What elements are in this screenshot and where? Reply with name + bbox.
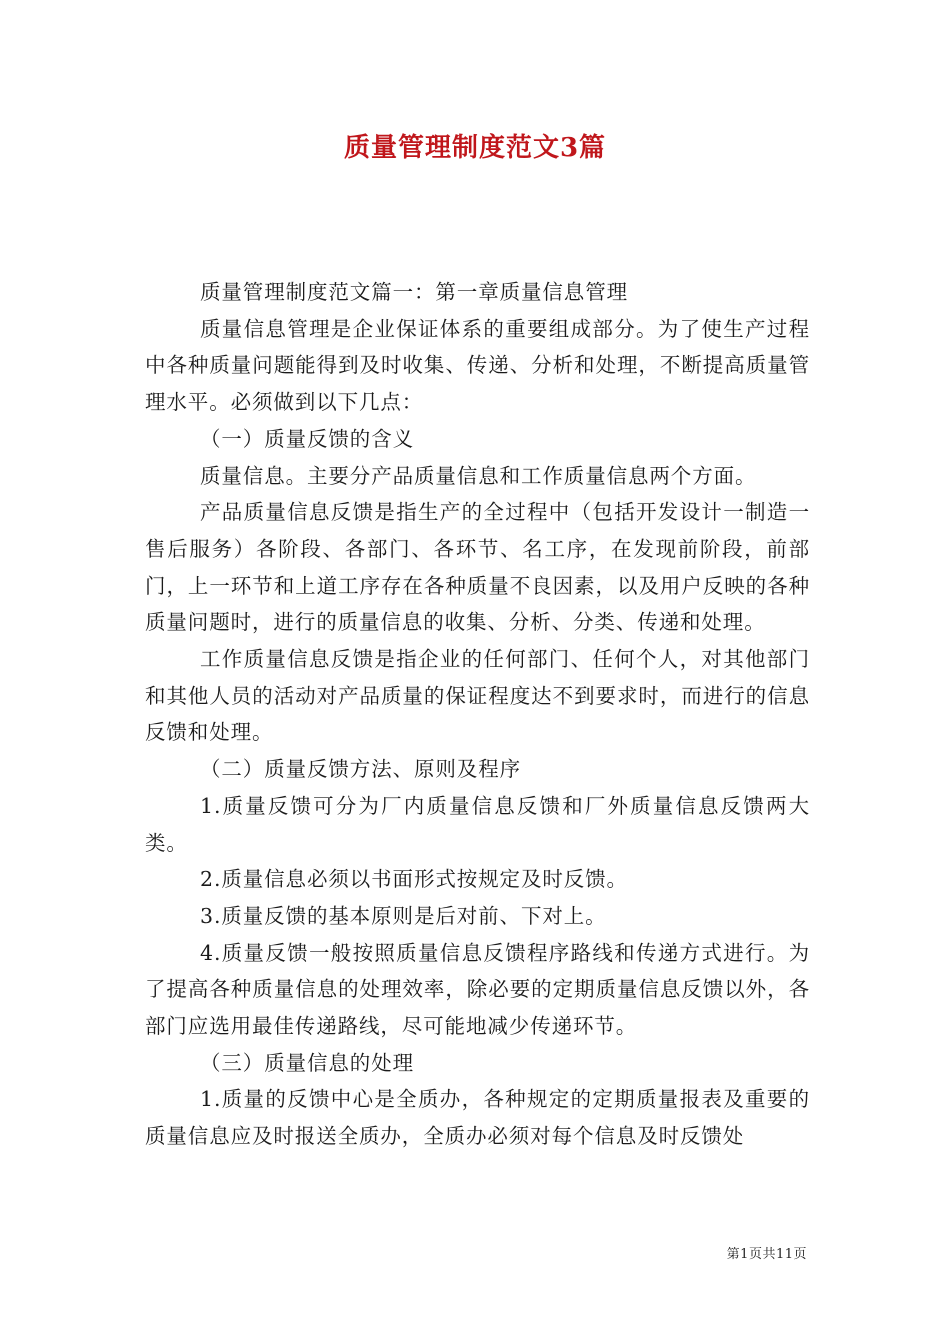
list-item: 2.质量信息必须以书面形式按规定及时反馈。 bbox=[200, 867, 628, 892]
paragraph-chapter-heading: 质量管理制度范文篇一：第一章质量信息管理 bbox=[200, 280, 628, 304]
paragraph: 工作质量信息反馈是指企业的任何部门、任何个人，对其他部门和其他人员的活动对产品质量的保证程度达不到要求时，而进行的信息反馈和处理。 bbox=[145, 647, 810, 745]
page-number-footer: 第1页共11页 bbox=[726, 1247, 807, 1262]
document-title: 质量管理制度范文3篇 bbox=[343, 133, 607, 163]
paragraph: 质量信息。主要分产品质量信息和工作质量信息两个方面。 bbox=[200, 463, 757, 488]
section-heading-3: （三）质量信息的处理 bbox=[200, 1050, 414, 1075]
document-body bbox=[145, 274, 810, 1155]
list-item: 3.质量反馈的基本原则是后对前、下对上。 bbox=[200, 903, 607, 928]
section-heading-1: （一）质量反馈的含义 bbox=[200, 426, 414, 451]
section-heading-2: （二）质量反馈方法、原则及程序 bbox=[200, 757, 521, 782]
list-item: 1.质量的反馈中心是全质办，各种规定的定期质量报表及重要的质量信息应及时报送全质办，全质办必须对每个信息及时反馈处 bbox=[145, 1087, 810, 1149]
paragraph: 产品质量信息反馈是指生产的全过程中（包括开发设计一制造一售后服务）各阶段、各部门、各环节、名工序，在发现前阶段，前部门，上一环节和上道工序存在各种质量不良因素，以及用户反映的各种质量问题时，进行的质量信息的收集、分析、分类、传递和处理。 bbox=[145, 500, 810, 635]
list-item: 4.质量反馈一般按照质量信息反馈程序路线和传递方式进行。为了提高各种质量信息的处理效率，除必要的定期质量信息反馈以外，各部门应选用最佳传递路线，尽可能地减少传递环节。 bbox=[145, 940, 810, 1039]
list-item: 1.质量反馈可分为厂内质量信息反馈和厂外质量信息反馈两大类。 bbox=[145, 793, 810, 855]
paragraph: 质量信息管理是企业保证体系的重要组成部分。为了使生产过程中各种质量问题能得到及时收集、传递、分析和处理，不断提高质量管理水平。必须做到以下几点： bbox=[145, 316, 810, 415]
